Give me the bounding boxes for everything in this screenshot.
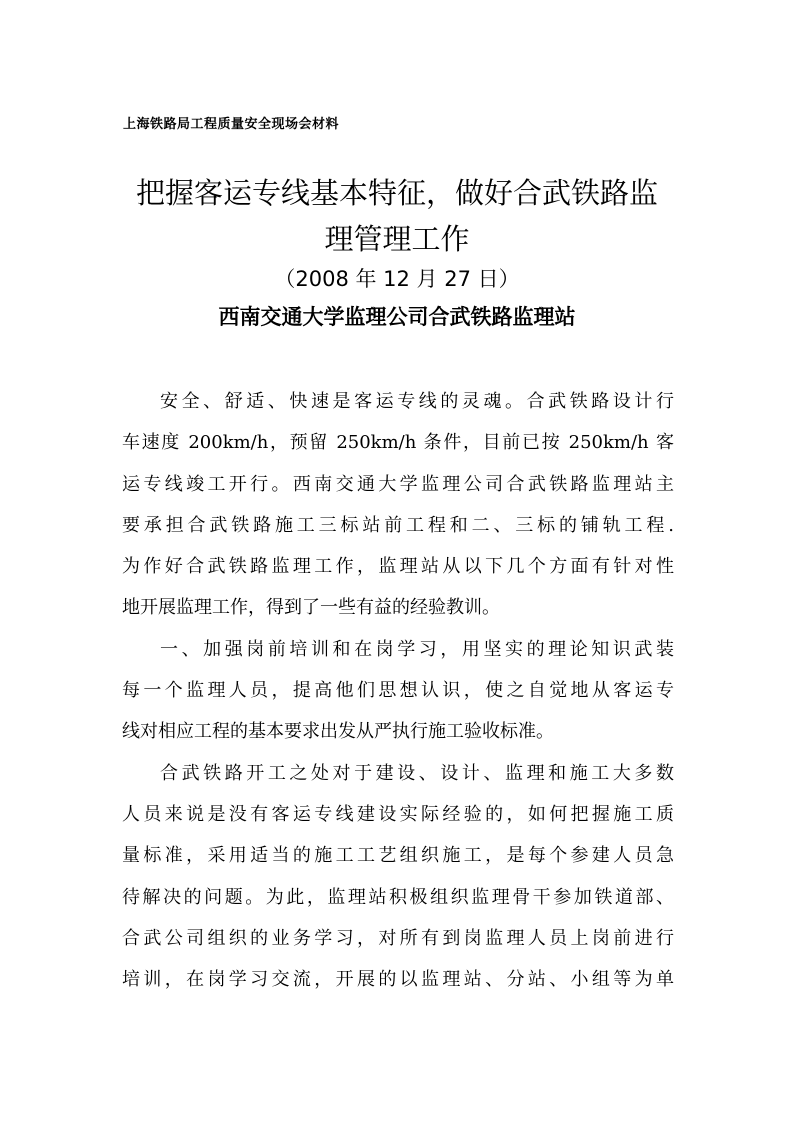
- body-line: 人员来说是没有客运专线建设实际经验的，如何把握施工质: [122, 803, 674, 825]
- body-line: 每一个监理人员，提高他们思想认识，使之自觉地从客运专: [122, 680, 674, 702]
- body-line: 运专线竣工开行。西南交通大学监理公司合武铁路监理站主: [122, 473, 674, 495]
- body-line: 合武公司组织的业务学习，对所有到岗监理人员上岗前进行: [122, 927, 674, 949]
- title-line-1: 把握客运专线基本特征，做好合武铁路监: [135, 176, 658, 210]
- document-date: （2008 年 12 月 27 日）: [274, 267, 520, 291]
- document-title: [100, 170, 694, 262]
- body-line: 线对相应工程的基本要求出发从严执行施工验收标准。: [122, 721, 554, 743]
- title-line-2: 理管理工作: [324, 222, 470, 256]
- body-line: 车速度 200km/h，预留 250km/h 条件，目前已按 250km/h 客: [122, 432, 674, 454]
- organization-name: 西南交通大学监理公司合武铁路监理站: [218, 305, 576, 329]
- body-line: 要承担合武铁路施工三标站前工程和二、三标的铺轨工程.: [122, 514, 674, 536]
- body-line: 培训，在岗学习交流，开展的以监理站、分站、小组等为单: [122, 969, 674, 991]
- body-line: 为作好合武铁路监理工作，监理站从以下几个方面有针对性: [122, 556, 674, 578]
- body-text: [122, 381, 674, 1000]
- body-line: 量标准，采用适当的施工工艺组织施工，是每个参建人员急: [122, 845, 674, 867]
- body-line: 合武铁路开工之处对于建设、设计、监理和施工大多数: [160, 762, 674, 784]
- body-line: 待解决的问题。为此，监理站积极组织监理骨干参加铁道部、: [122, 886, 674, 908]
- body-line: 地开展监理工作，得到了一些有益的经验教训。: [122, 597, 500, 619]
- body-line: 一、加强岗前培训和在岗学习，用坚实的理论知识武装: [160, 638, 674, 660]
- body-line: 安全、舒适、快速是客运专线的灵魂。合武铁路设计行: [160, 391, 674, 412]
- header-note: 上海铁路局工程质量安全现场会材料: [123, 117, 340, 132]
